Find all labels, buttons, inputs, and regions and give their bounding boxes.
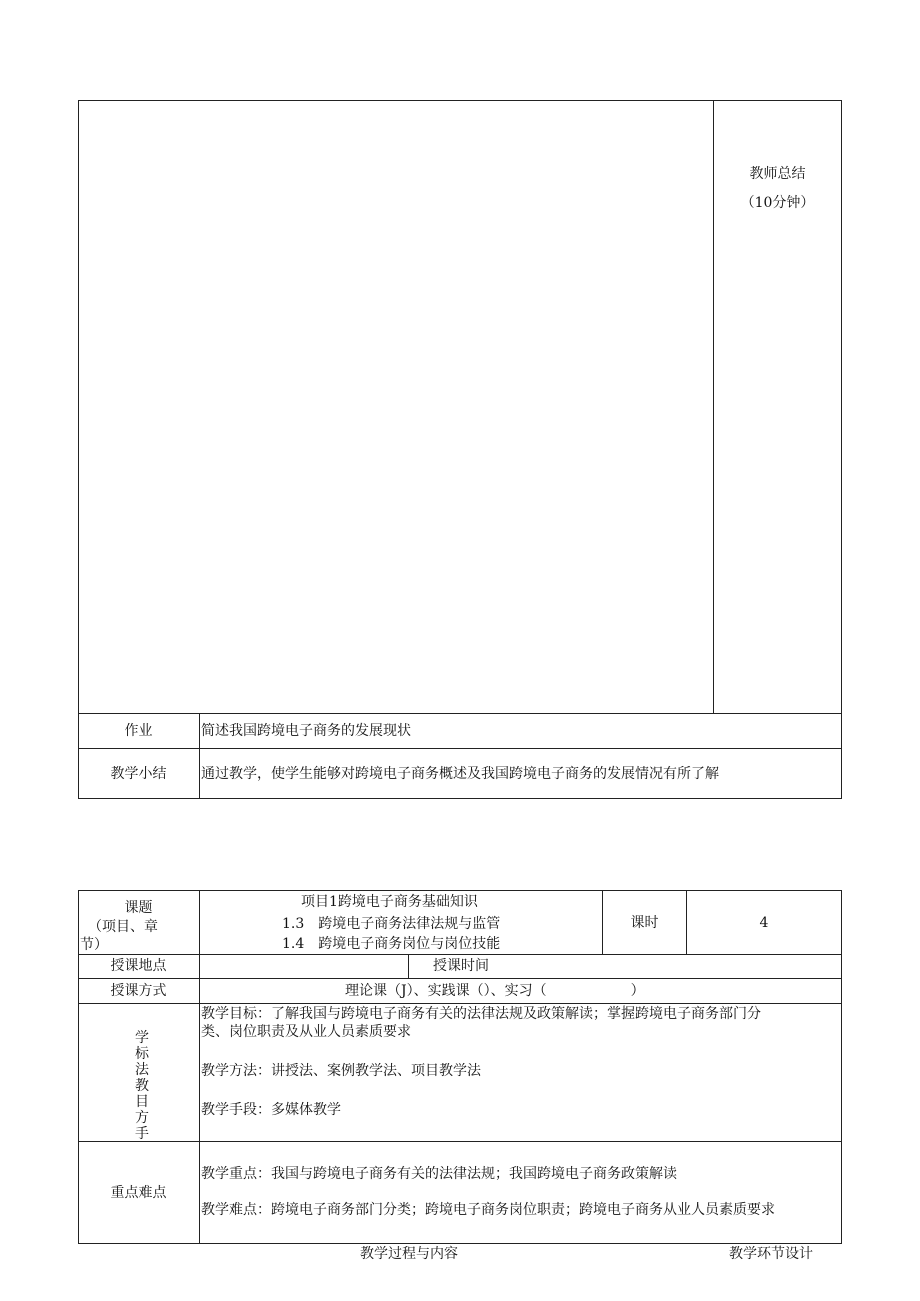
table1-border-left xyxy=(78,100,79,799)
table1-row-line-2 xyxy=(78,748,842,749)
table2-border-top xyxy=(78,890,842,891)
teacher-summary-time: （10分钟） xyxy=(740,195,815,211)
topic-line-1: 项目1跨境电子商务基础知识 xyxy=(301,894,478,910)
homework-label: 作业 xyxy=(124,723,153,739)
teaching-method-text: 教学方法：讲授法、案例教学法、项目教学法 xyxy=(201,1063,481,1079)
goals-label-vertical xyxy=(132,1030,152,1142)
topic-label-3: 节） xyxy=(80,937,108,953)
goals-label-char: 标 xyxy=(135,1046,149,1062)
table1-border-bottom xyxy=(78,798,842,799)
table2-row-line-1 xyxy=(78,954,842,955)
key-difficulty-label: 重点难点 xyxy=(110,1185,167,1201)
summary-label: 教学小结 xyxy=(110,766,167,782)
goals-label-char: 教 xyxy=(135,1078,149,1094)
topic-line-3: 1.4 跨境电子商务岗位与岗位技能 xyxy=(282,936,501,952)
goal-text-line-1: 教学目标：了解我国与跨境电子商务有关的法律法规及政策解读；掌握跨境电子商务部门分 xyxy=(201,1006,761,1022)
hours-value: 4 xyxy=(759,915,769,931)
goals-label-char: 手 xyxy=(135,1126,149,1142)
goals-label-char: 方 xyxy=(135,1110,149,1126)
homework-text: 简述我国跨境电子商务的发展现状 xyxy=(201,723,411,739)
goals-label-char: 目 xyxy=(135,1094,149,1110)
table2-row-line-3 xyxy=(78,1003,842,1004)
table2-row-line-4 xyxy=(78,1141,842,1142)
method-label: 授课方式 xyxy=(110,983,167,999)
teacher-summary-label: 教师总结 xyxy=(749,166,806,182)
difficulties-text: 教学难点：跨境电子商务部门分类；跨境电子商务岗位职责；跨境电子商务从业人员素质要求 xyxy=(201,1202,775,1218)
summary-text: 通过教学，使学生能够对跨境电子商务概述及我国跨境电子商务的发展情况有所了解 xyxy=(201,766,719,782)
table2-time-divider xyxy=(408,954,409,979)
table1-border-top xyxy=(78,100,842,101)
goals-label-char: 学 xyxy=(135,1030,149,1046)
table2-row-line-2 xyxy=(78,978,842,979)
hours-label: 课时 xyxy=(630,915,659,931)
table1-row-line-1 xyxy=(78,713,842,714)
teaching-process-label: 教学过程与内容 xyxy=(360,1246,458,1262)
key-points-text: 教学重点：我国与跨境电子商务有关的法律法规；我国跨境电子商务政策解读 xyxy=(201,1166,677,1182)
teaching-design-label: 教学环节设计 xyxy=(729,1246,813,1262)
topic-line-2: 1.3 跨境电子商务法律法规与监管 xyxy=(282,916,501,932)
table2-border-bottom xyxy=(78,1243,842,1244)
table1-divider-notes xyxy=(713,100,714,714)
goal-text-line-2: 类、岗位职责及从业人员素质要求 xyxy=(201,1024,411,1040)
table1-label-divider xyxy=(199,713,200,799)
table2-border-right xyxy=(841,890,842,1244)
teaching-means-text: 教学手段：多媒体教学 xyxy=(201,1102,341,1118)
method-value: 理论课（J）、实践课（）、实习（ ） xyxy=(345,983,645,999)
location-label: 授课地点 xyxy=(110,958,167,974)
topic-label-1: 课题 xyxy=(124,900,153,916)
goals-label-char: 法 xyxy=(135,1062,149,1078)
topic-label-2: （项目、章 xyxy=(88,919,158,935)
table1-border-right xyxy=(841,100,842,799)
time-label: 授课时间 xyxy=(433,958,489,974)
table2-label-divider xyxy=(199,890,200,1244)
